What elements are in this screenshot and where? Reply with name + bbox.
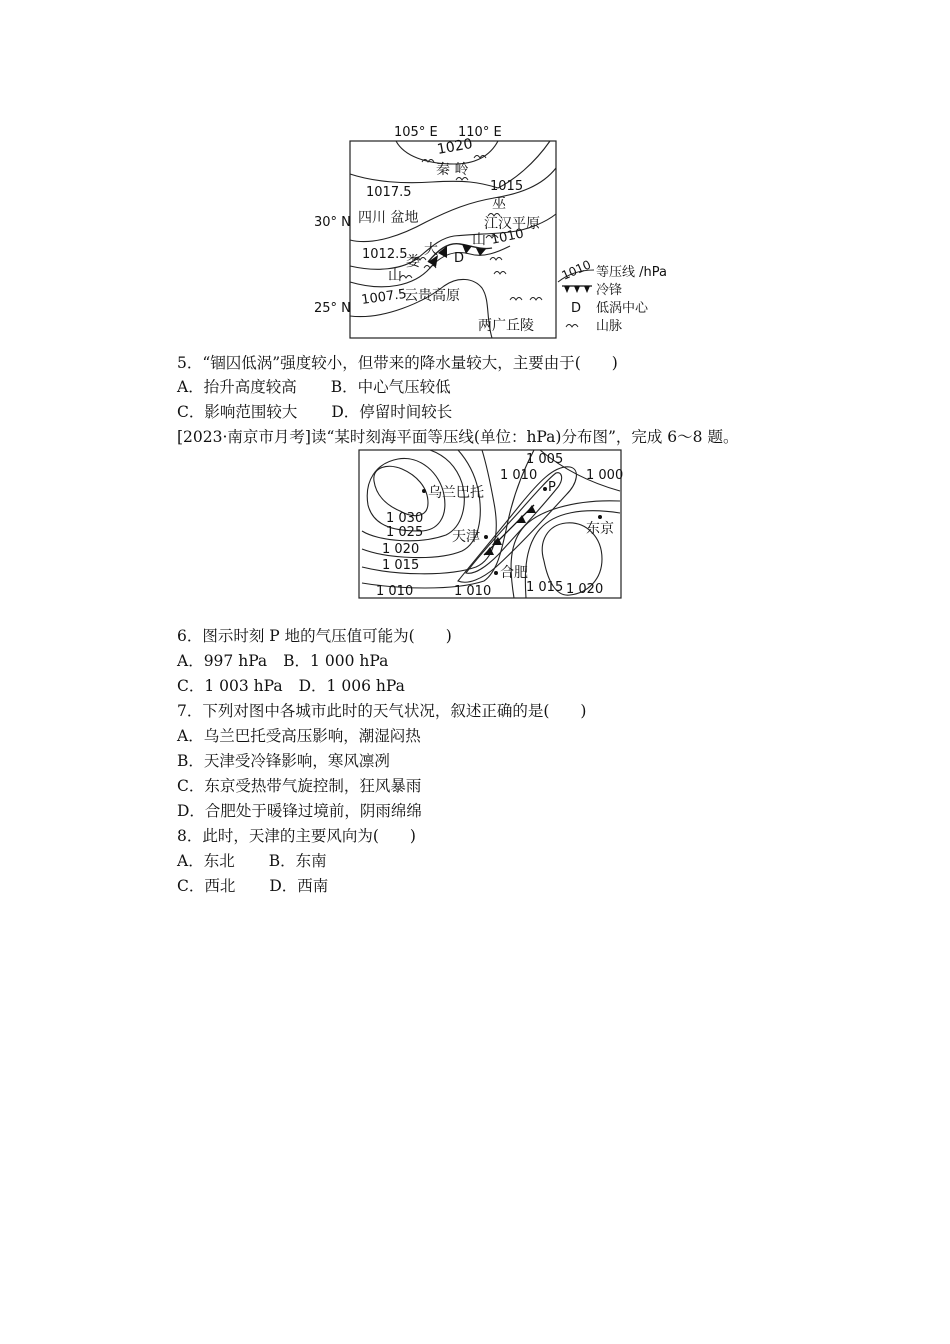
lat-label-25: 25° N bbox=[314, 301, 351, 316]
q5-options-row-2 bbox=[177, 402, 452, 422]
q5-option-a[interactable]: A．抬升高度较高 bbox=[177, 378, 297, 396]
label-shan: 山 bbox=[472, 232, 486, 248]
map2-label-1005: 1 005 bbox=[526, 452, 564, 467]
isobar-label-1015: 1015 bbox=[490, 179, 524, 194]
lon-label-105: 105° E bbox=[394, 125, 438, 140]
map2-label-1025: 1 025 bbox=[386, 525, 424, 540]
q8-option-d[interactable]: D．西南 bbox=[269, 877, 329, 895]
label-tianjin: 天津 bbox=[452, 529, 480, 545]
city-dot-p bbox=[543, 487, 547, 491]
map2-label-1010-bl: 1 010 bbox=[376, 584, 414, 599]
q8-stem: 8．此时，天津的主要风向为( ) bbox=[177, 827, 416, 845]
q8-option-b[interactable]: B．东南 bbox=[268, 852, 327, 870]
map2-label-1020-b: 1 020 bbox=[566, 582, 604, 597]
isobar-ring-1 bbox=[374, 466, 428, 515]
legend-mountain-text: 山脉 bbox=[596, 319, 623, 334]
lat-label-30: 30° N bbox=[314, 215, 351, 230]
q5-option-b[interactable]: B．中心气压较低 bbox=[330, 378, 451, 396]
q7-option-d[interactable]: D．合肥处于暖锋过境前，阴雨绵绵 bbox=[177, 802, 422, 820]
map2-label-1030: 1 030 bbox=[386, 511, 424, 526]
label-sichuan-basin: 四川 盆地 bbox=[358, 210, 419, 226]
map1-legend bbox=[558, 258, 667, 334]
q8-option-c[interactable]: C．西北 bbox=[177, 877, 236, 895]
city-dot-hefei bbox=[494, 571, 498, 575]
legend-cold-front-icon bbox=[564, 286, 590, 293]
lon-label-110: 110° E bbox=[458, 125, 502, 140]
q6-option-c[interactable]: C．1 003 hPa bbox=[177, 677, 283, 695]
map2-label-1015-b: 1 015 bbox=[526, 580, 564, 595]
legend-cold-front-text: 冷锋 bbox=[596, 283, 623, 298]
label-tokyo: 东京 bbox=[586, 521, 614, 537]
label-lianguang-hills: 两广丘陵 bbox=[478, 318, 534, 334]
label-yungui-plateau: 云贵高原 bbox=[404, 288, 460, 304]
q6-options-row-2 bbox=[177, 676, 405, 696]
legend-isobar-text: 等压线 /hPa bbox=[596, 265, 667, 280]
isobar-label-1017-5: 1017.5 bbox=[366, 185, 412, 200]
map-sichuan-vortex bbox=[314, 122, 674, 340]
map2-label-1000: 1 000 bbox=[586, 468, 624, 483]
label-qinling: 秦 岭 bbox=[436, 162, 469, 178]
label-jianghan-plain: 江汉平原 bbox=[484, 216, 540, 232]
q6-option-d[interactable]: D．1 006 hPa bbox=[298, 677, 405, 695]
label-da: 大 bbox=[424, 242, 438, 258]
label-d-center: D bbox=[454, 251, 465, 266]
legend-isobar-value: 1010 bbox=[559, 257, 594, 283]
q7-stem: 7．下列对图中各城市此时的天气状况，叙述正确的是( ) bbox=[177, 702, 587, 720]
isobar-label-1010: 1010 bbox=[489, 226, 526, 248]
label-lou: 娄 bbox=[406, 254, 420, 270]
intro-6-8: [2023·南京市月考]读“某时刻海平面等压线(单位：hPa)分布图”，完成 6～8 题。 bbox=[177, 428, 739, 446]
isobar-label-1020: 1020 bbox=[435, 135, 474, 158]
q5-option-c[interactable]: C．影响范围较大 bbox=[177, 403, 298, 421]
map-east-asia-isobars bbox=[358, 449, 624, 601]
label-ulaanbaatar: 乌兰巴托 bbox=[428, 485, 484, 501]
q7-option-b[interactable]: B．天津受冷锋影响，寒风凛冽 bbox=[177, 752, 390, 770]
label-wu: 巫 bbox=[492, 196, 506, 212]
label-p: P bbox=[548, 480, 556, 495]
map2-label-1020: 1 020 bbox=[382, 542, 420, 557]
q6-options-row-1 bbox=[177, 651, 388, 671]
legend-low-symbol: D bbox=[571, 301, 582, 316]
city-dot-tianjin bbox=[484, 535, 488, 539]
map2-label-1010-top: 1 010 bbox=[500, 468, 538, 483]
city-dot-tokyo bbox=[598, 515, 602, 519]
q7-option-a[interactable]: A．乌兰巴托受高压影响，潮湿闷热 bbox=[177, 727, 421, 745]
q6-option-a[interactable]: A．997 hPa bbox=[177, 652, 268, 670]
map2-label-1010-bm: 1 010 bbox=[454, 584, 492, 599]
map2-label-1015: 1 015 bbox=[382, 558, 420, 573]
label-shan-2: 山 bbox=[388, 268, 402, 284]
city-dot-ulaanbaatar bbox=[422, 489, 426, 493]
q8-option-a[interactable]: A．东北 bbox=[177, 852, 235, 870]
isobar-label-1012-5: 1012.5 bbox=[362, 247, 408, 262]
isobar-label-1007-5: 1007.5 bbox=[360, 286, 408, 308]
q5-options-row-1 bbox=[177, 377, 451, 397]
q8-options-row-1 bbox=[177, 851, 327, 871]
q5-stem: 5．“锢囚低涡”强度较小，但带来的降水量较大，主要由于( ) bbox=[177, 354, 618, 372]
q8-options-row-2 bbox=[177, 876, 328, 896]
legend-low-center-text: 低涡中心 bbox=[596, 301, 649, 316]
q7-option-c[interactable]: C．东京受热带气旋控制，狂风暴雨 bbox=[177, 777, 422, 795]
q6-stem: 6．图示时刻 P 地的气压值可能为( ) bbox=[177, 627, 452, 645]
label-hefei: 合肥 bbox=[500, 565, 528, 581]
q6-option-b[interactable]: B．1 000 hPa bbox=[283, 652, 389, 670]
q5-option-d[interactable]: D．停留时间较长 bbox=[331, 403, 453, 421]
legend-mountain-icon bbox=[566, 325, 578, 328]
